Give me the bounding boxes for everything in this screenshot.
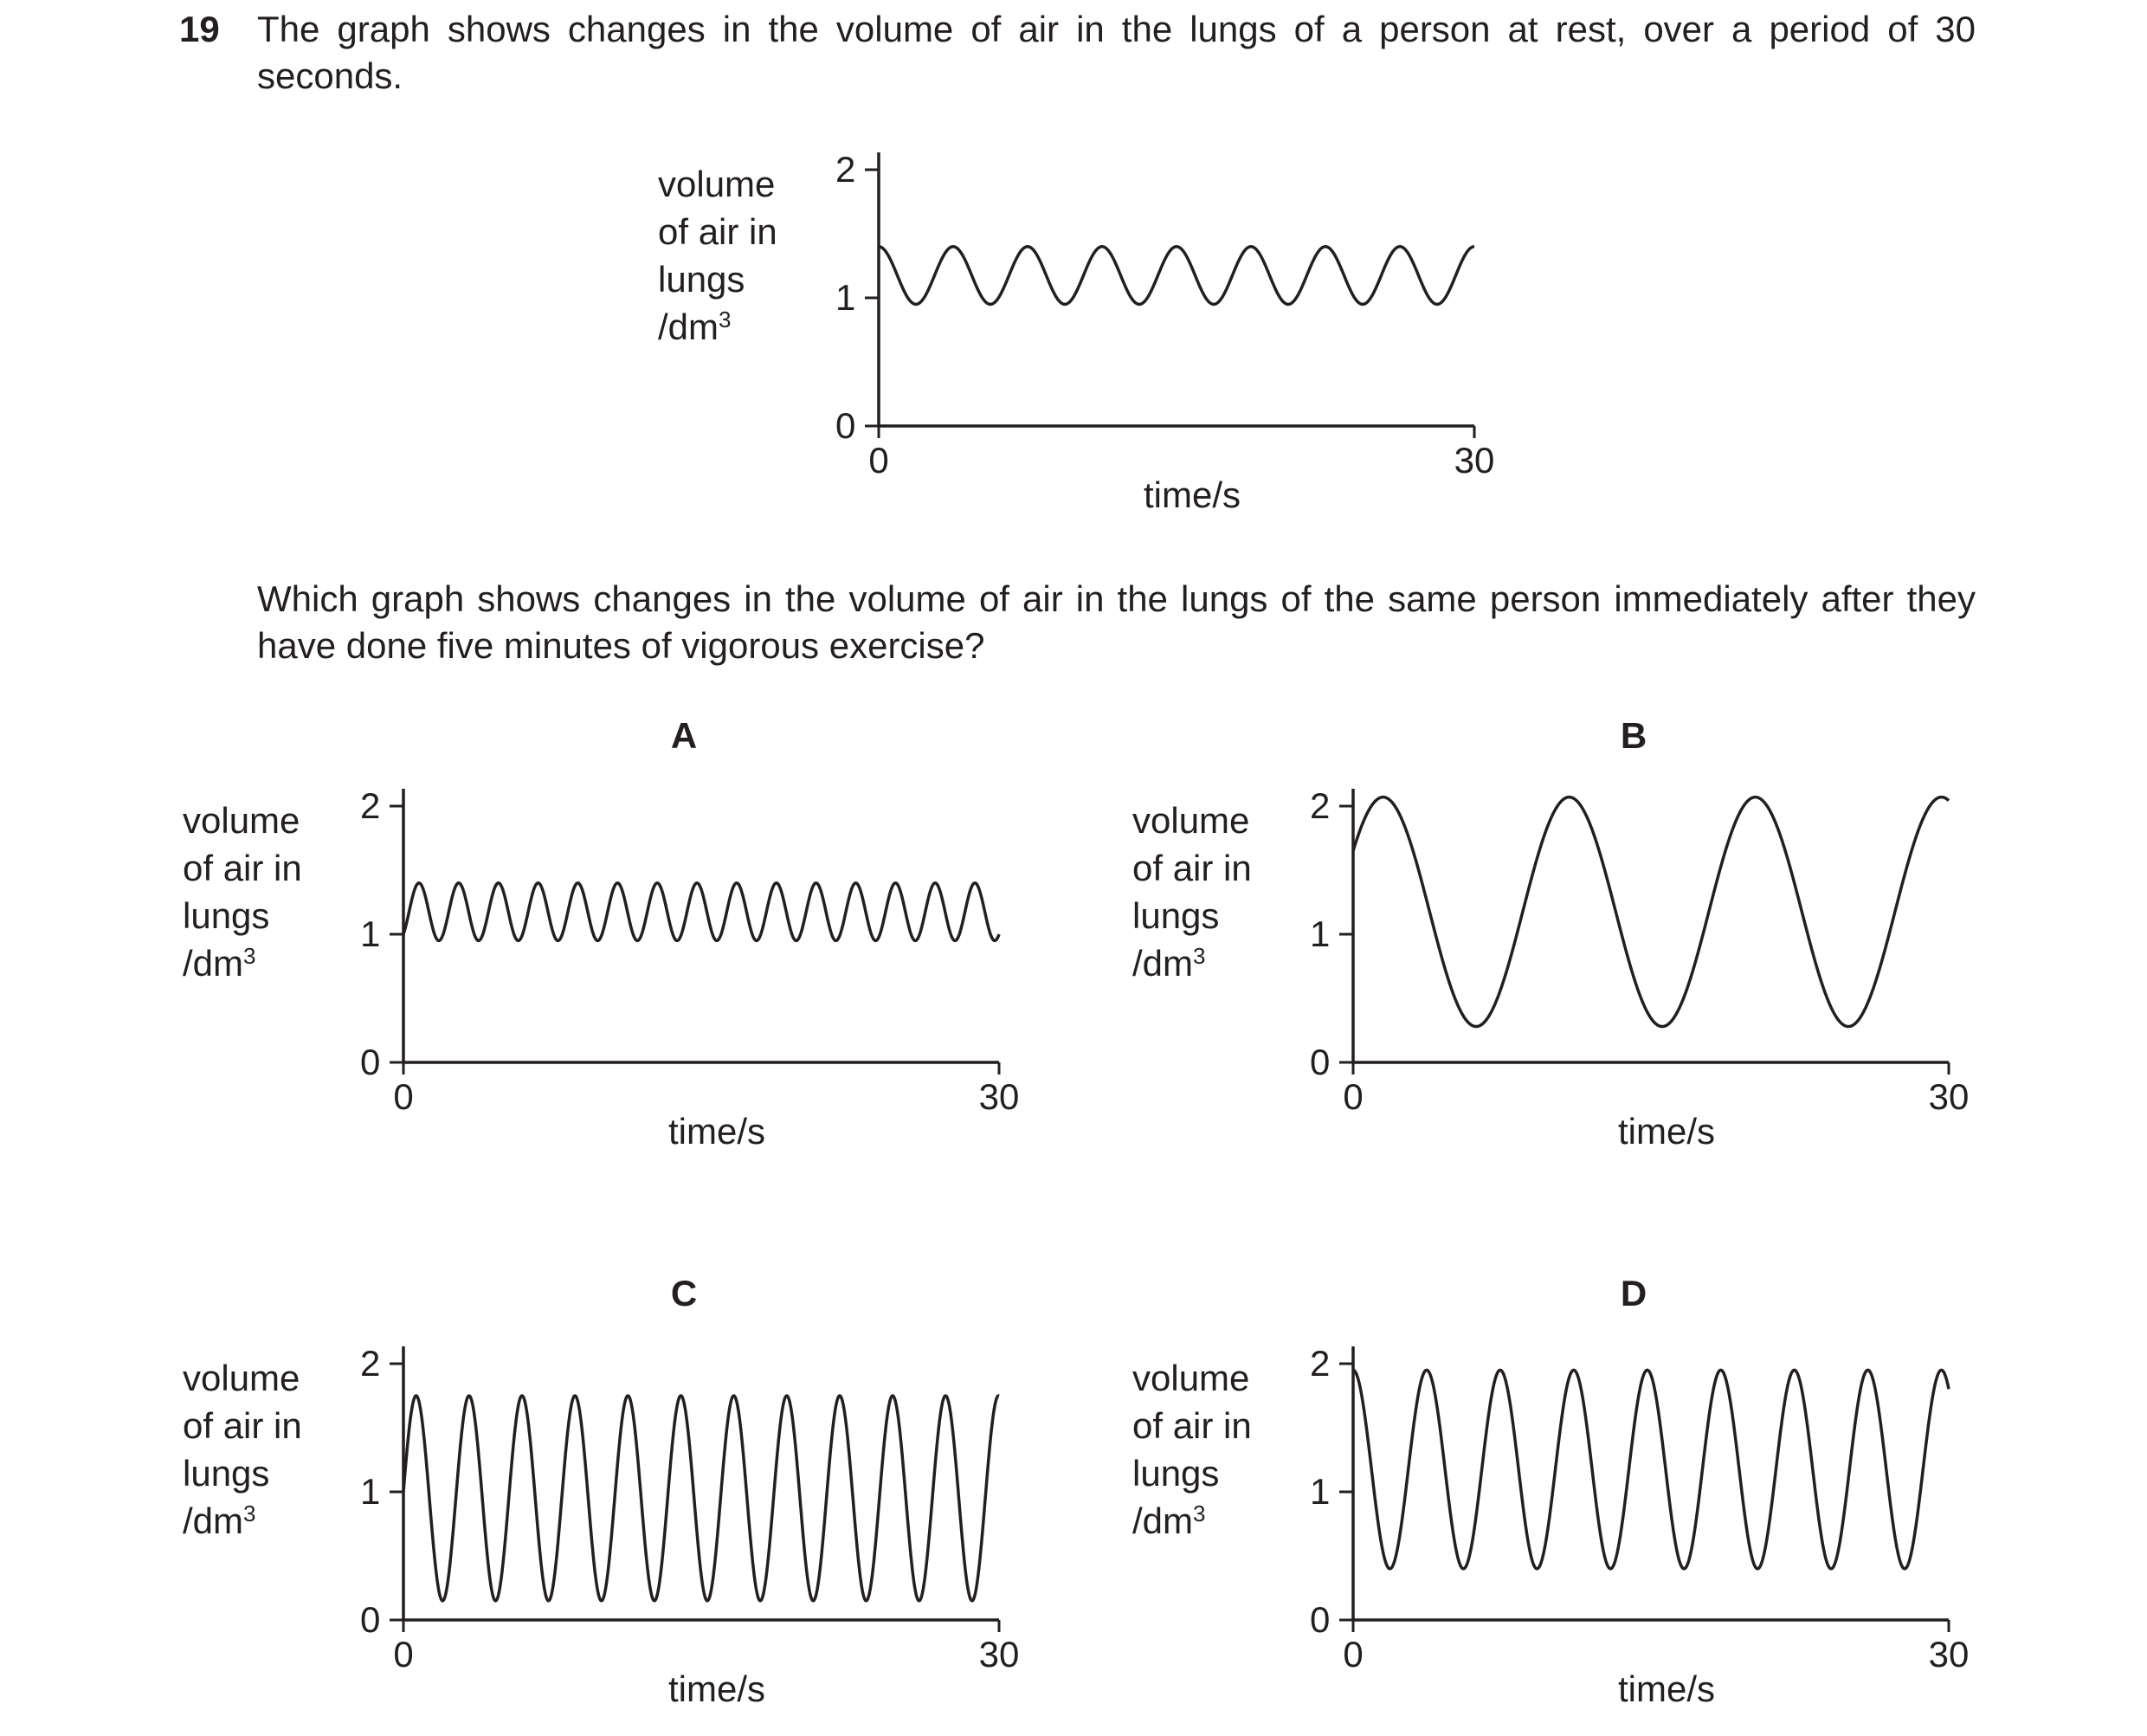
option-label-C: C xyxy=(670,1273,698,1313)
unit-superscript: 3 xyxy=(1193,943,1206,969)
series-line xyxy=(403,1396,999,1601)
y-axis-label-line: $/dm^3$ xyxy=(1132,1500,1206,1541)
y-tick-label: 0 xyxy=(1310,1042,1331,1082)
series-line xyxy=(879,247,1474,305)
unit-superscript: 3 xyxy=(243,943,256,969)
y-axis-label-line: lungs xyxy=(183,1453,270,1494)
y-tick-label: 0 xyxy=(835,405,856,446)
x-tick-label: 0 xyxy=(1343,1634,1364,1675)
y-axis-label-line: $/dm^3$ xyxy=(183,943,256,984)
y-axis-label-line: $/dm^3$ xyxy=(658,307,732,347)
y-axis-label-line: of air in xyxy=(658,211,777,252)
option-label-A: A xyxy=(670,715,698,756)
option-label-D: D xyxy=(1620,1273,1647,1313)
y-axis-label xyxy=(183,797,302,987)
y-axis-label-line: volume xyxy=(1132,1358,1250,1398)
x-axis-label: time/s xyxy=(1617,1111,1716,1152)
x-tick-label: 30 xyxy=(978,1076,1020,1117)
y-axis-label-line: lungs xyxy=(658,259,745,300)
x-axis-label: time/s xyxy=(1143,474,1241,515)
x-tick-label: 30 xyxy=(1928,1076,1970,1117)
series-line xyxy=(1353,1370,1949,1568)
y-tick-label: 2 xyxy=(1310,785,1331,826)
x-tick-label: 0 xyxy=(1343,1076,1364,1117)
unit-superscript: 3 xyxy=(1193,1500,1206,1526)
unit-superscript: 3 xyxy=(719,307,732,332)
y-tick-label: 1 xyxy=(1310,913,1331,954)
y-tick-label: 1 xyxy=(360,1471,381,1512)
y-tick-label: 0 xyxy=(360,1599,381,1640)
y-tick-label: 0 xyxy=(1310,1599,1331,1640)
y-tick-label: 1 xyxy=(1310,1471,1331,1512)
y-axis-label-line: volume xyxy=(183,1358,300,1398)
y-axis-label-line: of air in xyxy=(183,1405,302,1446)
y-axis-label xyxy=(658,160,777,351)
question-stem: The graph shows changes in the volume of air in the lungs of a person at rest, over a period of 30 seconds. xyxy=(257,9,1976,96)
x-tick-label: 30 xyxy=(978,1634,1020,1675)
y-axis-label-line: of air in xyxy=(1132,848,1252,888)
y-axis-label-line: lungs xyxy=(1132,895,1220,936)
y-tick-label: 2 xyxy=(1310,1343,1331,1384)
y-tick-label: 2 xyxy=(360,785,381,826)
y-axis-label-line: of air in xyxy=(1132,1405,1252,1446)
x-tick-label: 0 xyxy=(393,1634,414,1675)
question-number: 19 xyxy=(179,9,220,49)
y-axis-label-line: $/dm^3$ xyxy=(1132,943,1206,984)
series-line xyxy=(403,883,999,941)
x-tick-label: 30 xyxy=(1454,440,1495,481)
y-axis-label xyxy=(1132,797,1252,987)
x-axis-label: time/s xyxy=(1617,1668,1716,1709)
x-axis-label: time/s xyxy=(667,1111,766,1152)
y-axis-label xyxy=(1132,1354,1252,1545)
unit-superscript: 3 xyxy=(243,1500,256,1526)
y-axis-label xyxy=(183,1354,302,1545)
y-axis-label-line: $/dm^3$ xyxy=(183,1500,256,1541)
y-tick-label: 1 xyxy=(360,913,381,954)
y-axis-label-line: volume xyxy=(658,164,776,204)
series-line xyxy=(1353,797,1949,1027)
y-axis-label-line: volume xyxy=(1132,800,1250,841)
x-tick-label: 30 xyxy=(1928,1634,1970,1675)
y-tick-label: 0 xyxy=(360,1042,381,1082)
y-tick-label: 2 xyxy=(835,149,856,190)
y-tick-label: 1 xyxy=(835,277,856,318)
y-axis-label-line: lungs xyxy=(1132,1453,1220,1494)
y-axis-label-line: of air in xyxy=(183,848,302,888)
y-axis-label-line: volume xyxy=(183,800,300,841)
question-prompt: Which graph shows changes in the volume of air in the lungs of the same person immediately after they have done five minutes of vigorous exercise? xyxy=(257,578,1976,666)
x-axis-label: time/s xyxy=(667,1668,766,1709)
x-tick-label: 0 xyxy=(393,1076,414,1117)
y-tick-label: 2 xyxy=(360,1343,381,1384)
x-tick-label: 0 xyxy=(868,440,889,481)
option-label-B: B xyxy=(1620,715,1647,756)
y-axis-label-line: lungs xyxy=(183,895,270,936)
